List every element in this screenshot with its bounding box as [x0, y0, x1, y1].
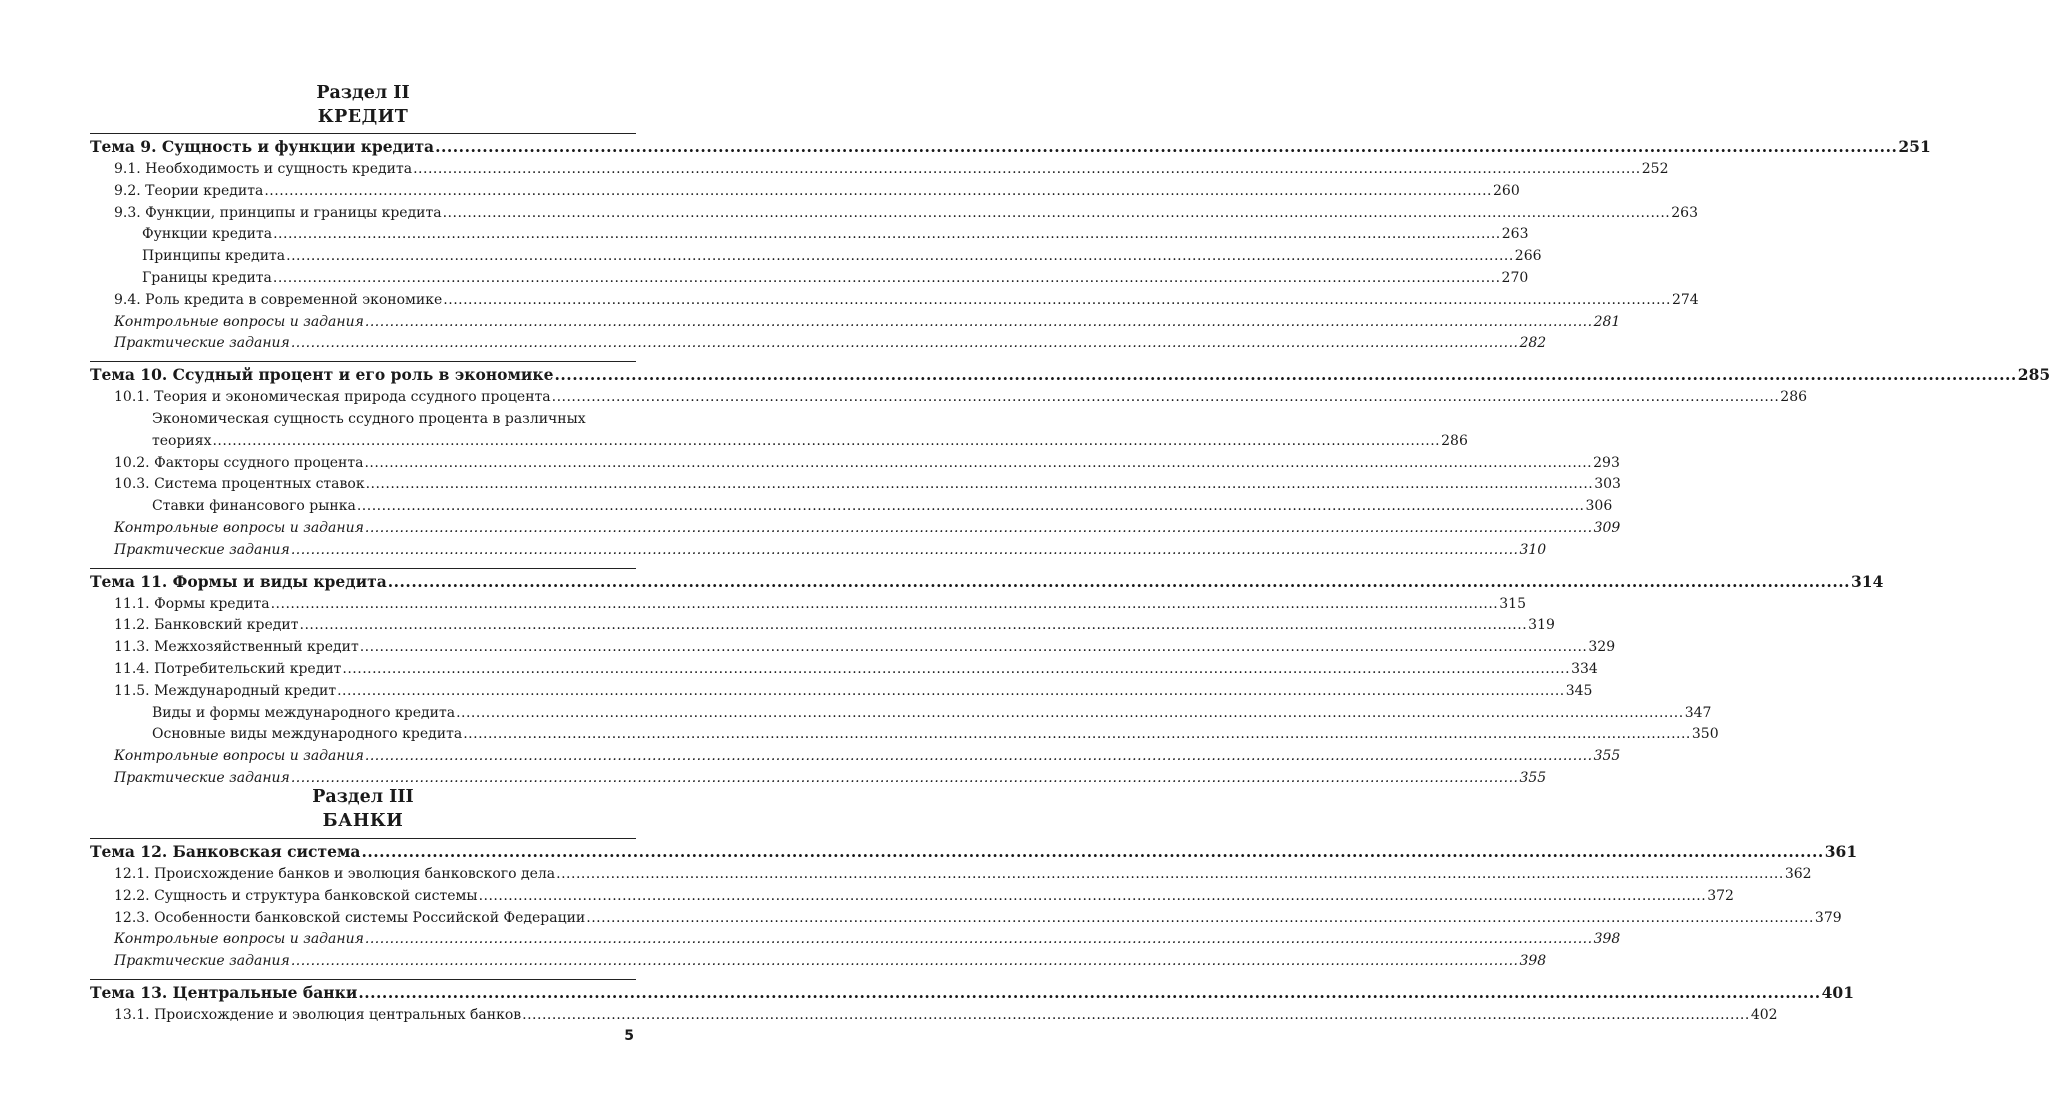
section-2-heading — [90, 81, 636, 129]
theme-9 — [90, 133, 1931, 355]
toc-entry[interactable]: 12.2. Сущность и структура банковской системы ..... 372 — [90, 886, 636, 908]
entry-label: Тема 10. Ссудный процент и его роль в экономике — [90, 365, 554, 385]
toc-entry[interactable]: 10.1. Теория и экономическая природа ссудного процента ..... 286 — [90, 387, 636, 409]
toc-entry[interactable]: 11.3. Межхозяйственный кредит ..... 329 — [90, 637, 636, 659]
toc-entry[interactable]: Контрольные вопросы и задания ..... 281 — [90, 312, 636, 334]
entry-label: Тема 11. Формы и виды кредита — [90, 571, 387, 591]
section-3-subtitle: БАНКИ — [322, 811, 404, 831]
toc-entry-theme[interactable] — [90, 363, 2050, 387]
toc-entry[interactable]: Принципы кредита ..... 266 — [90, 246, 636, 268]
toc-entry-theme[interactable] — [90, 840, 1858, 864]
toc-entry[interactable]: Границы кредита ..... 270 — [90, 268, 636, 290]
toc-entry-wrapped-line: Экономическая сущность ссудного процента в различных — [152, 410, 586, 427]
entry-page: 251 — [1898, 137, 1931, 156]
toc-entry[interactable]: Виды и формы международного кредита ..... 347 — [90, 703, 636, 725]
entry-page: 361 — [1824, 842, 1858, 861]
toc-entry[interactable]: 9.1. Необходимость и сущность кредита ..... 252 — [90, 159, 636, 181]
toc-entry-theme[interactable] — [90, 981, 1854, 1005]
toc-entry[interactable]: Контрольные вопросы и задания ..... 398 — [90, 929, 636, 951]
toc-entry[interactable]: 10.3. Система процентных ставок ..... 303 — [90, 474, 636, 496]
entry-page: 401 — [1821, 982, 1854, 1002]
toc-entry[interactable]: Ставки финансового рынка ..... 306 — [90, 496, 636, 518]
toc-section-2 — [90, 133, 2050, 790]
toc-entry[interactable]: Контрольные вопросы и задания ..... 309 — [90, 518, 636, 540]
toc-entry[interactable]: 10.2. Факторы ссудного процента ..... 293 — [90, 453, 636, 475]
toc-entry-theme[interactable] — [90, 570, 1884, 594]
toc-entry[interactable]: Контрольные вопросы и задания ..... 355 — [90, 746, 636, 768]
toc-entry[interactable]: Практические задания ..... 310 — [90, 540, 636, 562]
section-3-title: Раздел III — [312, 787, 414, 807]
toc-entry[interactable]: 9.4. Роль кредита в современной экономике ..... 274 — [90, 290, 636, 312]
toc-entry[interactable]: Функции кредита ..... 263 — [90, 224, 636, 246]
section-3-heading — [90, 785, 636, 833]
entry-label: Тема 12. Банковская система — [90, 842, 361, 861]
toc-entry[interactable]: Практические задания ..... 282 — [90, 333, 636, 355]
toc-entry[interactable]: 9.3. Функции, принципы и границы кредита ..... 263 — [90, 203, 636, 225]
toc-entry[interactable]: Практические задания ..... 355 — [90, 768, 636, 790]
theme-12 — [90, 838, 1858, 973]
toc-entry[interactable]: 11.5. Международный кредит ..... 345 — [90, 681, 636, 703]
entry-page: 285 — [2017, 365, 2050, 385]
section-2-subtitle: КРЕДИТ — [317, 107, 409, 127]
toc-entry[interactable]: 13.1. Происхождение и эволюция центральных банков ..... 402 — [90, 1005, 636, 1027]
toc-entry-theme[interactable] — [90, 135, 1931, 159]
page-number: 5 — [624, 1028, 634, 1044]
toc-entry[interactable]: теориях ..... 286 — [90, 431, 636, 453]
toc-entry[interactable]: Практические задания ..... 398 — [90, 951, 636, 973]
theme-10 — [90, 361, 2050, 561]
toc-entry[interactable]: 12.1. Происхождение банков и эволюция банковского дела ..... 362 — [90, 864, 636, 886]
toc-section-3 — [90, 838, 1858, 1027]
toc-entry[interactable]: 11.2. Банковский кредит ..... 319 — [90, 615, 636, 637]
toc-entry[interactable]: 12.3. Особенности банковской системы Российской Федерации ..... 379 — [90, 908, 636, 930]
toc-entry[interactable]: 11.1. Формы кредита ..... 315 — [90, 594, 636, 616]
section-2-title: Раздел II — [316, 83, 410, 103]
entry-page: 314 — [1851, 571, 1884, 591]
toc-entry[interactable]: 11.4. Потребительский кредит ..... 334 — [90, 659, 636, 681]
toc-entry[interactable]: Основные виды международного кредита ..... 350 — [90, 724, 636, 746]
toc-entry[interactable]: 9.2. Теории кредита ..... 260 — [90, 181, 636, 203]
theme-11 — [90, 568, 1884, 790]
entry-label: Тема 9. Сущность и функции кредита — [90, 137, 435, 156]
theme-13 — [90, 979, 1854, 1027]
entry-label: Тема 13. Центральные банки — [90, 982, 358, 1002]
